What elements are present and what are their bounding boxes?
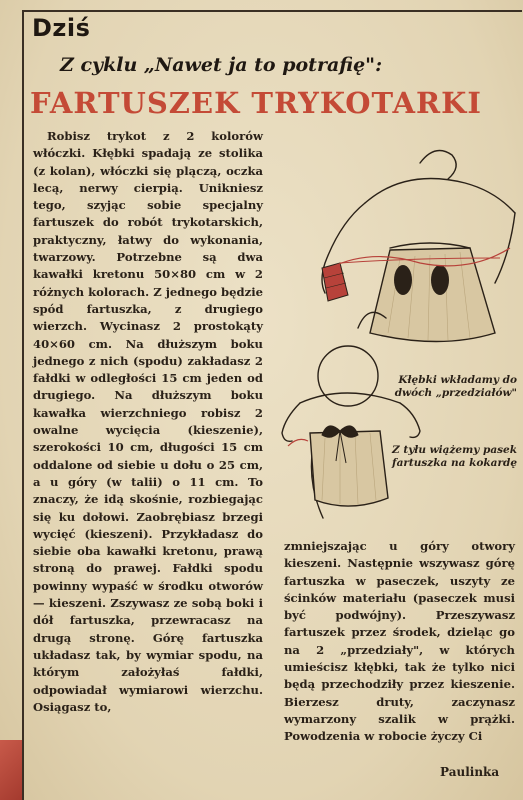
yarn-ball-left bbox=[322, 263, 348, 301]
author-signature: Paulinka bbox=[440, 765, 500, 779]
figure-back-shoulders bbox=[300, 393, 400, 403]
page-corner-mark bbox=[0, 740, 22, 800]
figure-back-arm-left bbox=[282, 403, 300, 441]
figure-top-waist bbox=[390, 243, 470, 248]
article-headline: FARTUSZEK TRYKOTARKI bbox=[30, 86, 482, 120]
series-title: Z cyklu „Nawet ja to potrafię": bbox=[60, 54, 383, 76]
figure-back-head-circle bbox=[318, 346, 378, 406]
figure-top-head bbox=[420, 151, 456, 180]
apron-lower bbox=[310, 431, 388, 506]
article-body-left: Robisz trykot z 2 kolorów włóczki. Kłębki spadają ze stolika (z kolan), włóczki się plączą, oczka lecą, nerwy cierpią. Unikniesz tego, szyjąc sobie specjalny fartuszek do robót trykotarskich, praktyczny, łatwy do wykonania, twarzowy. Potrzebne są dwa kawałki kretonu 50×80 cm w 2 różnych kolorach. Z jednego będzie spód fartuszka, z drugiego wierzch. Wycinasz 2 prostokąty 40×60 cm. Na dłuższym boku jednego z nich (spodu) zakładasz 2 fałdki w odległości 15 cm jeden od drugiego. Na dłuższym boku kawałka wierzchniego robisz 2 owalne wycięcia (kieszenie), szerokości 10 cm, długości 15 cm oddalone od siebie u dołu o 25 cm, a u góry (w talii) o 11 cm. To znaczy, że idą skośnie, rozbiegając się ku dołowi. Zaobrębiasz brzegi wycięć (kieszeni). Przykładasz do siebie oba kawałki kretonu, prawą stroną do prawej. Fałdki spodu powinny wypaść w środku otworów — kieszeni. Zszywasz ze sobą boki i dół fartuszka, przewracasz na drugą stronę. Górę fartuszka układasz tak, by wymiar spodu, na którym założyłaś fałdki, odpowiadał wymiarowi wierzchu. Osiągasz to, bbox=[33, 129, 264, 714]
figure-back-arm-right bbox=[400, 403, 420, 437]
illustration-caption-bow: Z tyłu wiążemy pasek fartuszka na kokardę bbox=[392, 444, 517, 469]
pocket-left bbox=[394, 265, 412, 295]
article-body-right: zmniejszając u góry otwory kieszeni. Następnie wszywasz górę fartuszka w paseczek, uszyty ze ścinków materiału (paseczek musi być podwójny). Przeszywasz fartuszek przez środek, dzieląc go na 2 „przedziały", w których umieścisz kłębki, tak że tylko nici będą przechodziły przez kieszenie. Bierzesz druty, zaczynasz wymarzony szalik w prążki. Powodzenia w robocie życzy Ci bbox=[284, 539, 515, 744]
top-rule bbox=[22, 10, 522, 12]
left-rule bbox=[22, 10, 24, 800]
figure-top-arm-right bbox=[495, 213, 515, 283]
illustration-caption-yarn: Kłębki wkładamy do dwóch „przedziałów" bbox=[394, 374, 517, 399]
section-label: Dziś bbox=[32, 14, 91, 42]
figure-top-shoulders bbox=[365, 179, 515, 214]
yarn-thread-lower bbox=[288, 439, 308, 446]
pocket-right bbox=[431, 265, 449, 295]
